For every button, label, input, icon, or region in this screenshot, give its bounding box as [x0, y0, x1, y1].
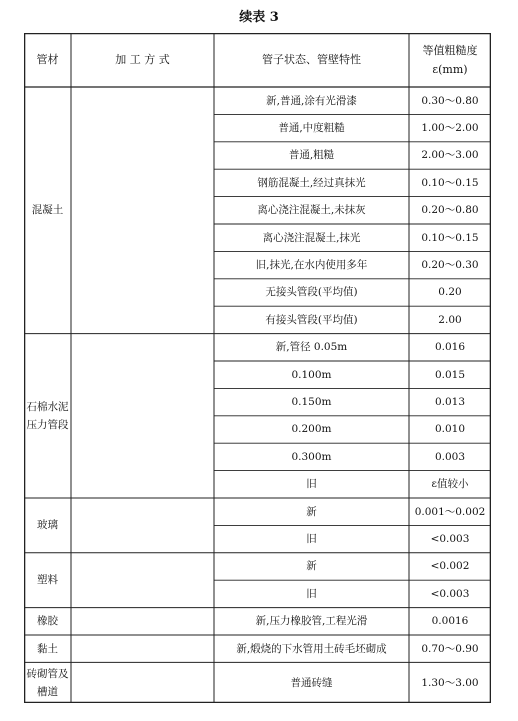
state-cell: 有接头管段(平均值) [265, 313, 358, 326]
state-cell: 新,管径 0.05m [275, 341, 348, 354]
state-cell: 新 [306, 560, 317, 573]
state-cell: 普通,粗糙 [288, 149, 335, 162]
roughness-value-cell: 0.30～0.80 [421, 94, 479, 107]
roughness-value-cell: 0.20～0.80 [421, 204, 479, 217]
roughness-value-cell: <0.003 [430, 587, 470, 600]
roughness-value-cell: 0.015 [434, 368, 466, 381]
state-cell: 旧 [306, 587, 317, 600]
material-cell: 石棉水泥压力管段 [26, 400, 69, 431]
state-cell: 新,压力橡胶管,工程光滑 [255, 615, 368, 628]
roughness-value-cell: 0.0016 [431, 615, 469, 628]
state-cell: 钢筋混凝土,经过真抹光 [257, 176, 366, 189]
state-cell: 旧 [306, 533, 317, 546]
state-cell: 无接头管段(平均值) [265, 286, 358, 299]
table-title: 续表 3 [239, 10, 279, 25]
header-method: 加 工 方 式 [115, 53, 170, 66]
state-cell: 新 [306, 505, 317, 518]
material-cell: 玻璃 [37, 519, 58, 532]
state-cell: 旧 [306, 478, 317, 491]
roughness-value-cell: 0.003 [434, 450, 466, 463]
material-cell: 塑料 [37, 574, 58, 587]
roughness-value-cell: 2.00 [438, 313, 462, 326]
state-cell: 0.300m [291, 450, 332, 463]
roughness-value-cell: 0.016 [434, 341, 466, 354]
header-roughness-line: 等值粗糙度 [422, 44, 478, 57]
material-cell: 黏土 [37, 642, 58, 655]
roughness-value-cell: <0.003 [430, 533, 470, 546]
roughness-value-cell: 0.010 [434, 423, 466, 436]
roughness-value-cell: 0.10～0.15 [421, 231, 479, 244]
state-cell: 0.200m [291, 423, 332, 436]
state-cell: 0.100m [291, 368, 332, 381]
header-state: 管子状态、管壁特性 [262, 53, 361, 66]
roughness-value-cell: 0.013 [434, 396, 466, 409]
state-cell: 普通,中度粗糙 [278, 122, 345, 135]
roughness-value-cell: 1.00～2.00 [421, 122, 479, 135]
roughness-value-cell: ε值较小 [431, 478, 469, 491]
roughness-value-cell: 0.20 [438, 286, 462, 299]
material-cell: 砖砌管及槽道 [26, 667, 69, 698]
header-roughness [409, 33, 491, 87]
state-cell: 离心浇注混凝土,未抹灰 [257, 204, 366, 217]
material-cell: 混凝土 [31, 204, 64, 217]
roughness-value-cell: 0.20～0.30 [421, 259, 479, 272]
state-cell: 新,普通,涂有光滑漆 [266, 94, 357, 107]
state-cell: 离心浇注混凝土,抹光 [262, 231, 361, 244]
state-cell: 0.150m [291, 396, 332, 409]
header-material: 管材 [36, 53, 59, 66]
roughness-value-cell: 0.70～0.90 [421, 642, 479, 655]
roughness-value-cell: 0.001～0.002 [414, 505, 486, 518]
roughness-value-cell: 1.30～3.00 [421, 676, 479, 689]
state-cell: 旧,抹光,在水内使用多年 [255, 259, 368, 272]
roughness-value-cell: 0.10～0.15 [421, 176, 479, 189]
roughness-value-cell: 2.00～3.00 [421, 149, 479, 162]
roughness-value-cell: <0.002 [430, 560, 470, 573]
material-cell: 橡胶 [37, 615, 58, 628]
roughness-table [24, 33, 491, 703]
state-cell: 普通砖缝 [290, 676, 333, 689]
state-cell: 新,煅烧的下水管用土砖毛坯砌成 [236, 642, 387, 655]
header-roughness-line: ε(mm) [432, 63, 468, 76]
